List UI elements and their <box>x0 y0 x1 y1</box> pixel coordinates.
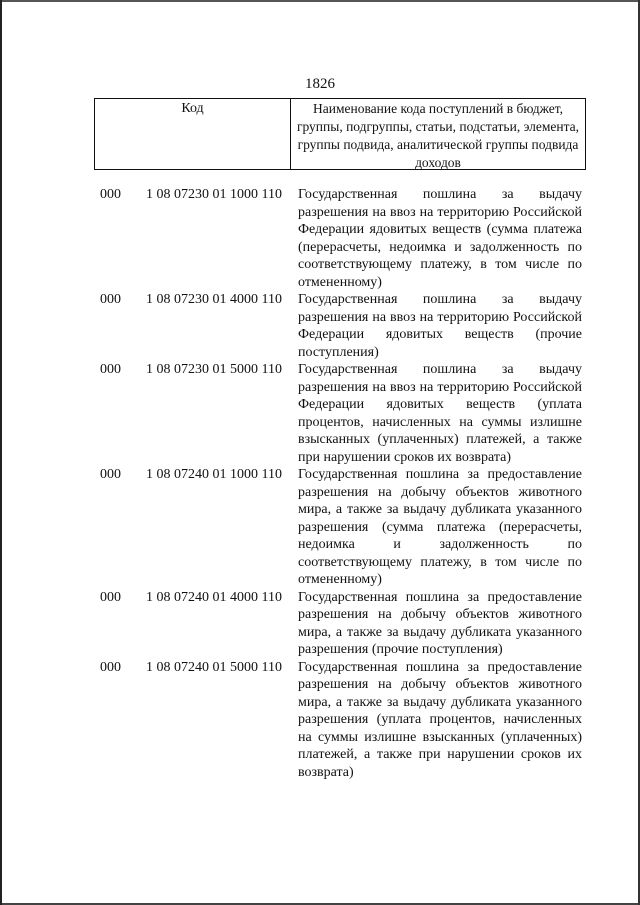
row-admin-code: 000 <box>100 187 121 202</box>
row-description: Государственная пошлина за предоставление разрешения на добычу объектов животного мира, а также за выдачу дубликата указанного разрешения (сумма платежа (перерасчеты, недоимка и задолженность по соответствующему платежу, в том числе по отмененному) <box>298 467 582 587</box>
table-row <box>100 291 590 361</box>
row-admin-code: 000 <box>100 589 121 605</box>
page-number: 1826 <box>305 76 335 92</box>
header-code-column: Код <box>95 99 291 169</box>
table-body <box>100 186 590 781</box>
row-admin-code: 000 <box>100 659 121 675</box>
row-description: Государственная пошлина за выдачу разрешения на ввоз на территорию Российской Федерации ядовитых веществ (сумма платежа (перерасчеты, недоимка и задолженность по соответствующему платежу, в том числе по отмененному) <box>298 187 582 290</box>
row-description: Государственная пошлина за выдачу разрешения на ввоз на территорию Российской Федерации ядовитых веществ (уплата процентов, начисленных на суммы излишне взысканных (уплаченных) платежей, а также при нарушении сроков их возврата) <box>298 362 582 465</box>
table-row <box>100 659 590 782</box>
row-budget-code: 1 08 07230 01 5000 110 <box>146 362 282 377</box>
row-budget-code: 1 08 07230 01 4000 110 <box>146 292 282 307</box>
table-header <box>94 98 586 170</box>
header-name-column: Наименование кода поступлений в бюджет, группы, подгруппы, статьи, подстатьи, элемента, группы подвида, аналитической группы подвида доходов <box>296 101 580 170</box>
row-budget-code: 1 08 07240 01 1000 110 <box>146 467 282 482</box>
table-row <box>100 361 590 466</box>
row-admin-code: 000 <box>100 362 121 377</box>
row-admin-code: 000 <box>100 292 121 307</box>
row-budget-code: 1 08 07240 01 5000 110 <box>146 659 282 675</box>
table-row <box>100 589 590 659</box>
row-description: Государственная пошлина за выдачу разрешения на ввоз на территорию Российской Федерации ядовитых веществ (прочие поступления) <box>298 292 582 360</box>
row-budget-code: 1 08 07230 01 1000 110 <box>146 187 282 202</box>
row-description: Государственная пошлина за предоставление разрешения на добычу объектов животного мира, а также за выдачу дубликата указанного разрешения (прочие поступления) <box>298 589 582 657</box>
row-description: Государственная пошлина за предоставление разрешения на добычу объектов животного мира, а также за выдачу дубликата указанного разрешения (уплата процентов, начисленных на суммы излишне взысканных (уплаченных) платежей, а также при нарушении сроков их возврата) <box>298 659 582 780</box>
table-row <box>100 186 590 291</box>
row-budget-code: 1 08 07240 01 4000 110 <box>146 589 282 605</box>
row-admin-code: 000 <box>100 467 121 482</box>
table-row <box>100 466 590 589</box>
